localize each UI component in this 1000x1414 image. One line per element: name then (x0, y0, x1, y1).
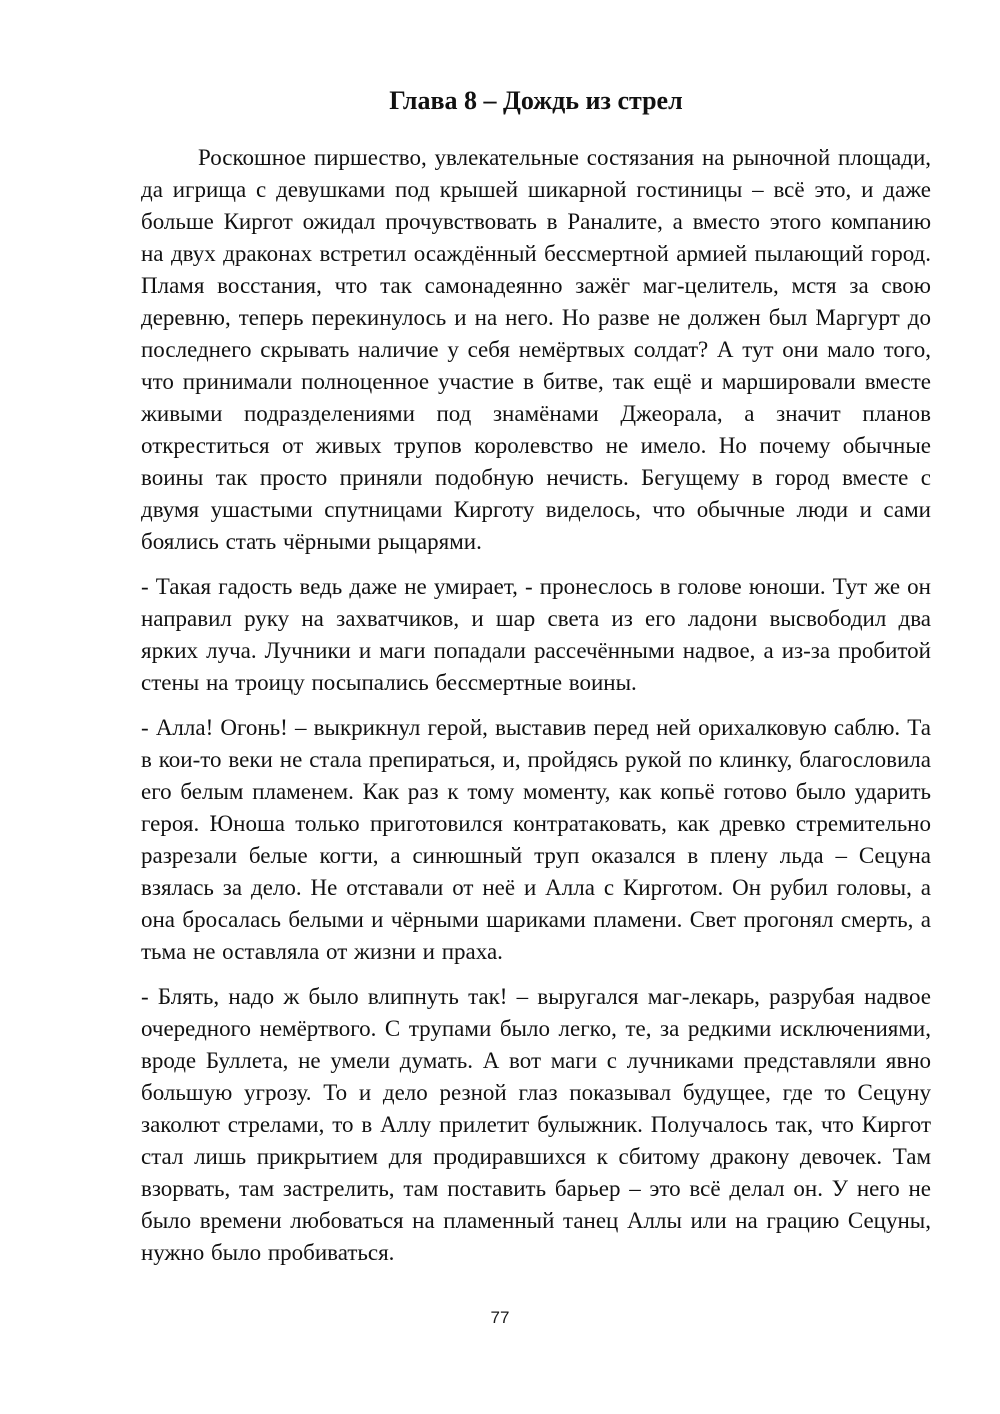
paragraph-narrative-1: Роскошное пиршество, увлекательные состязания на рыночной площади, да игрища с девушками под крышей шикарной гостиницы – всё это, и даже больше Киргот ожидал прочувствовать в Раналите, а вместо этого компанию на двух драконах встретил осаждённый бессмертной армией пылающий город. Пламя восстания, что так самонадеянно зажёг маг-целитель, мстя за свою деревню, теперь перекинулось и на него. Но разве не должен был Маргурт до последнего скрывать наличие у себя немёртвых солдат? А тут они мало того, что принимали полноценное участие в битве, так ещё и маршировали вместе живыми подразделениями под знамёнами Джеорала, а значит планов откреститься от живых трупов королевство не имело. Но почему обычные воины так просто приняли подобную нечисть. Бегущему в город вместе с двумя ушастыми спутницами Кирготу виделось, что обычные люди и сами боялись стать чёрными рыцарями. (141, 145, 931, 554)
paragraph-dialogue-3: - Блять, надо ж было влипнуть так! – выругался маг-лекарь, разрубая надвое очередного немёртвого. С трупами было легко, те, за редкими исключениями, вроде Буллета, не умели думать. А вот маги с лучниками представляли явно большую угрозу. То и дело резной глаз показывал будущее, где то Сецуну заколют стрелами, то в Аллу прилетит булыжник. Получалось так, что Киргот стал лишь прикрытием для продиравшихся к сбитому дракону девочек. Там взорвать, там застрелить, там поставить барьер – это всё делал он. У него не было времени любоваться на пламенный танец Аллы или на грацию Сецуны, нужно было пробиваться. (141, 984, 931, 1265)
paragraph-dialogue-2: - Алла! Огонь! – выкрикнул герой, выставив перед ней орихалковую саблю. Та в кои-то веки не стала препираться, и, пройдясь рукой по клинку, благословила его белым пламенем. Как раз к тому моменту, как копьё готово было ударить героя. Юноша только приготовился контратаковать, как древко стремительно разрезали белые когти, а синюшный труп оказался в плену льда – Сецуна взялась за дело. Не отставали от неё и Алла с Кирготом. Он рубил головы, а она бросалась белыми и чёрными шариками пламени. Свет прогонял смерть, а тьма не оставляла от жизни и праха. (141, 715, 931, 964)
text-block (141, 84, 931, 1282)
chapter-title: Глава 8 – Дождь из стрел (389, 86, 683, 115)
page-number: 77 (490, 1308, 510, 1327)
paragraph-dialogue-1: - Такая гадость ведь даже не умирает, - пронеслось в голове юноши. Тут же он направил руку на захватчиков, и шар света из его ладони высвободил два ярких луча. Лучники и маги попадали рассечёнными надвое, а из-за пробитой стены на троицу посыпались бессмертные воины. (141, 574, 931, 695)
